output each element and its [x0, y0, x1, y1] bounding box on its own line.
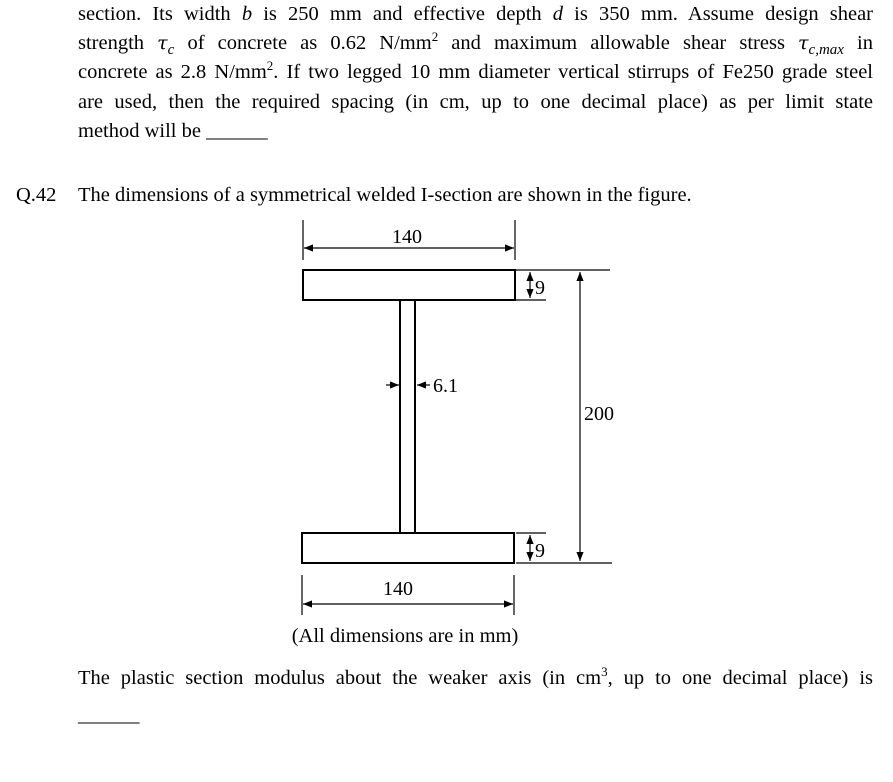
answer-blank: ______ — [78, 704, 140, 726]
figure-caption: (All dimensions are in mm) — [291, 625, 519, 647]
top-flange — [303, 270, 515, 300]
question-text: The dimensions of a symmetrical welded I-section are shown in the figure. — [78, 184, 692, 206]
bottom-flange — [302, 533, 514, 563]
bottom-width-label: 140 — [383, 578, 413, 600]
prev-line-3: concrete as 2.8 $N/mm^2$. If two legged 10 mm diameter vertical stirrups of Fe250 grade steel — [78, 58, 873, 84]
depth-label: 200 — [584, 403, 614, 425]
bottom-thickness-label: 9 — [535, 540, 545, 562]
question-number: Q.42 — [16, 184, 57, 206]
question-prompt — [78, 660, 873, 734]
prev-line-4: are used, then the required spacing (in cm, up to one decimal place) as per limit state — [78, 90, 873, 113]
prev-line-2: strength $\tau_c$ of concrete as 0.62 $N/mm^2$ and maximum allowable shear stress $\tau_{c,max}$ in — [78, 29, 873, 59]
web-thickness-label: 6.1 — [433, 375, 458, 397]
top-thickness-label: 9 — [535, 277, 545, 299]
top-width-label: 140 — [392, 226, 422, 248]
prev-line-1: section. Its width b is 250 mm and effective depth d is 350 mm. Assume design shear — [78, 3, 874, 25]
prev-line-5: method will be ______ — [78, 119, 268, 142]
prompt-line-1: The plastic section modulus about the weaker axis (in $cm^3$, up to one decimal place) is — [78, 664, 873, 689]
web — [400, 300, 415, 533]
